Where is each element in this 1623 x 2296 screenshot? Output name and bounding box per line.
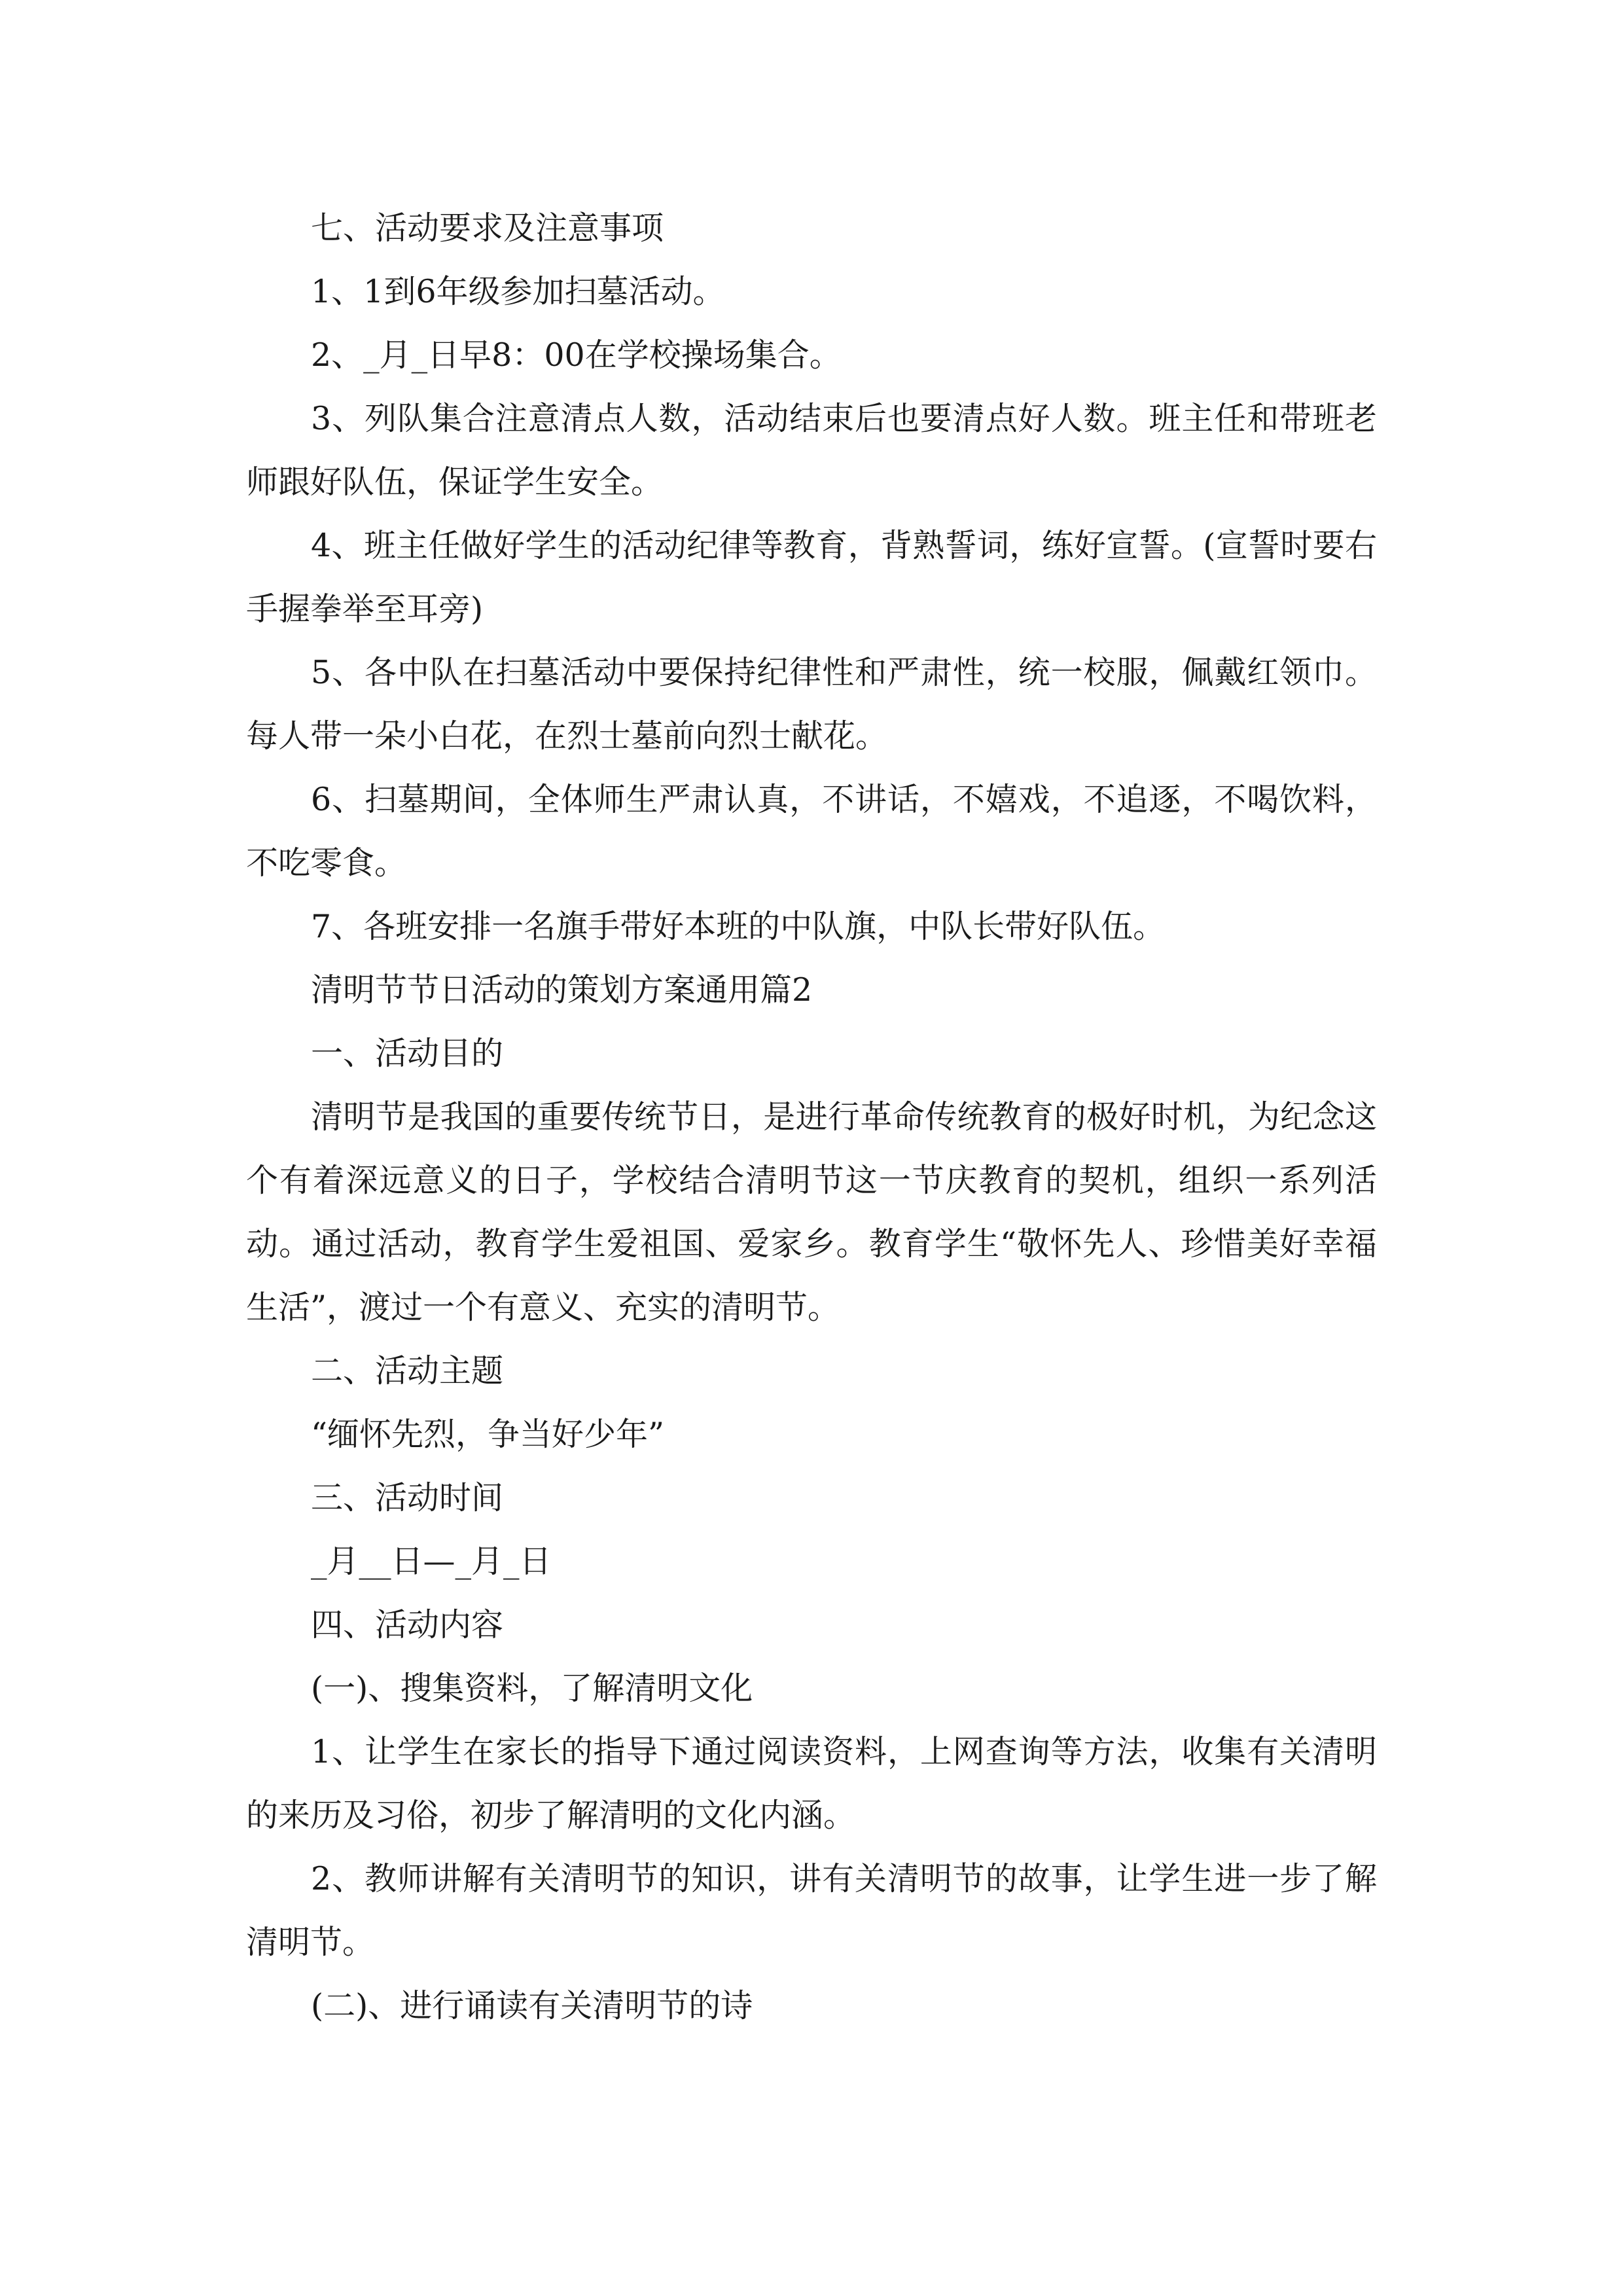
section-heading: 清明节节日活动的策划方案通用篇2 [311,971,813,1009]
paragraph: 一、活动目的 [311,1035,504,1072]
paragraph: 三、活动时间 [311,1479,504,1516]
paragraph: 3、列队集合注意清点人数，活动结束后也要清点好人数。班主任和带班老师跟好队伍，保证学生安全。 [246,400,1377,501]
paragraph: 二、活动主题 [311,1352,504,1390]
paragraph: _月__日—_月_日 [311,1543,552,1580]
paragraph: 5、各中队在扫墓活动中要保持纪律性和严肃性，统一校服，佩戴红领巾。每人带一朵小白花，在烈士墓前向烈士献花。 [246,654,1377,755]
paragraph: 四、活动内容 [311,1606,504,1643]
paragraph: 清明节是我国的重要传统节日，是进行革命传统教育的极好时机，为纪念这个有着深远意义的日子，学校结合清明节这一节庆教育的契机，组织一系列活动。通过活动，教育学生爱祖国、爱家乡。教育学生“敬怀先人、珍惜美好幸福生活”，渡过一个有意义、充实的清明节。 [246,1098,1377,1326]
paragraph: 七、活动要求及注意事项 [311,209,664,247]
paragraph: 2、_月_日早8：00在学校操场集合。 [311,336,842,374]
document-page [246,196,1377,2037]
paragraph: 6、扫墓期间，全体师生严肃认真，不讲话，不嬉戏，不追逐，不喝饮料，不吃零食。 [246,781,1377,882]
paragraph: 1、让学生在家长的指导下通过阅读资料，上网查询等方法，收集有关清明的来历及习俗，初步了解清明的文化内涵。 [246,1733,1377,1834]
paragraph: (二)、进行诵读有关清明节的诗 [311,1987,753,2024]
paragraph: 7、各班安排一名旗手带好本班的中队旗，中队长带好队伍。 [311,908,1166,945]
paragraph: (一)、搜集资料，了解清明文化 [311,1670,753,1707]
paragraph: 4、班主任做好学生的活动纪律等教育，背熟誓词，练好宣誓。(宣誓时要右手握拳举至耳旁) [246,527,1377,628]
paragraph: “缅怀先烈，争当好少年” [311,1416,665,1453]
paragraph: 1、1到6年级参加扫墓活动。 [311,273,725,310]
paragraph: 2、教师讲解有关清明节的知识，讲有关清明节的故事，让学生进一步了解清明节。 [246,1860,1377,1961]
